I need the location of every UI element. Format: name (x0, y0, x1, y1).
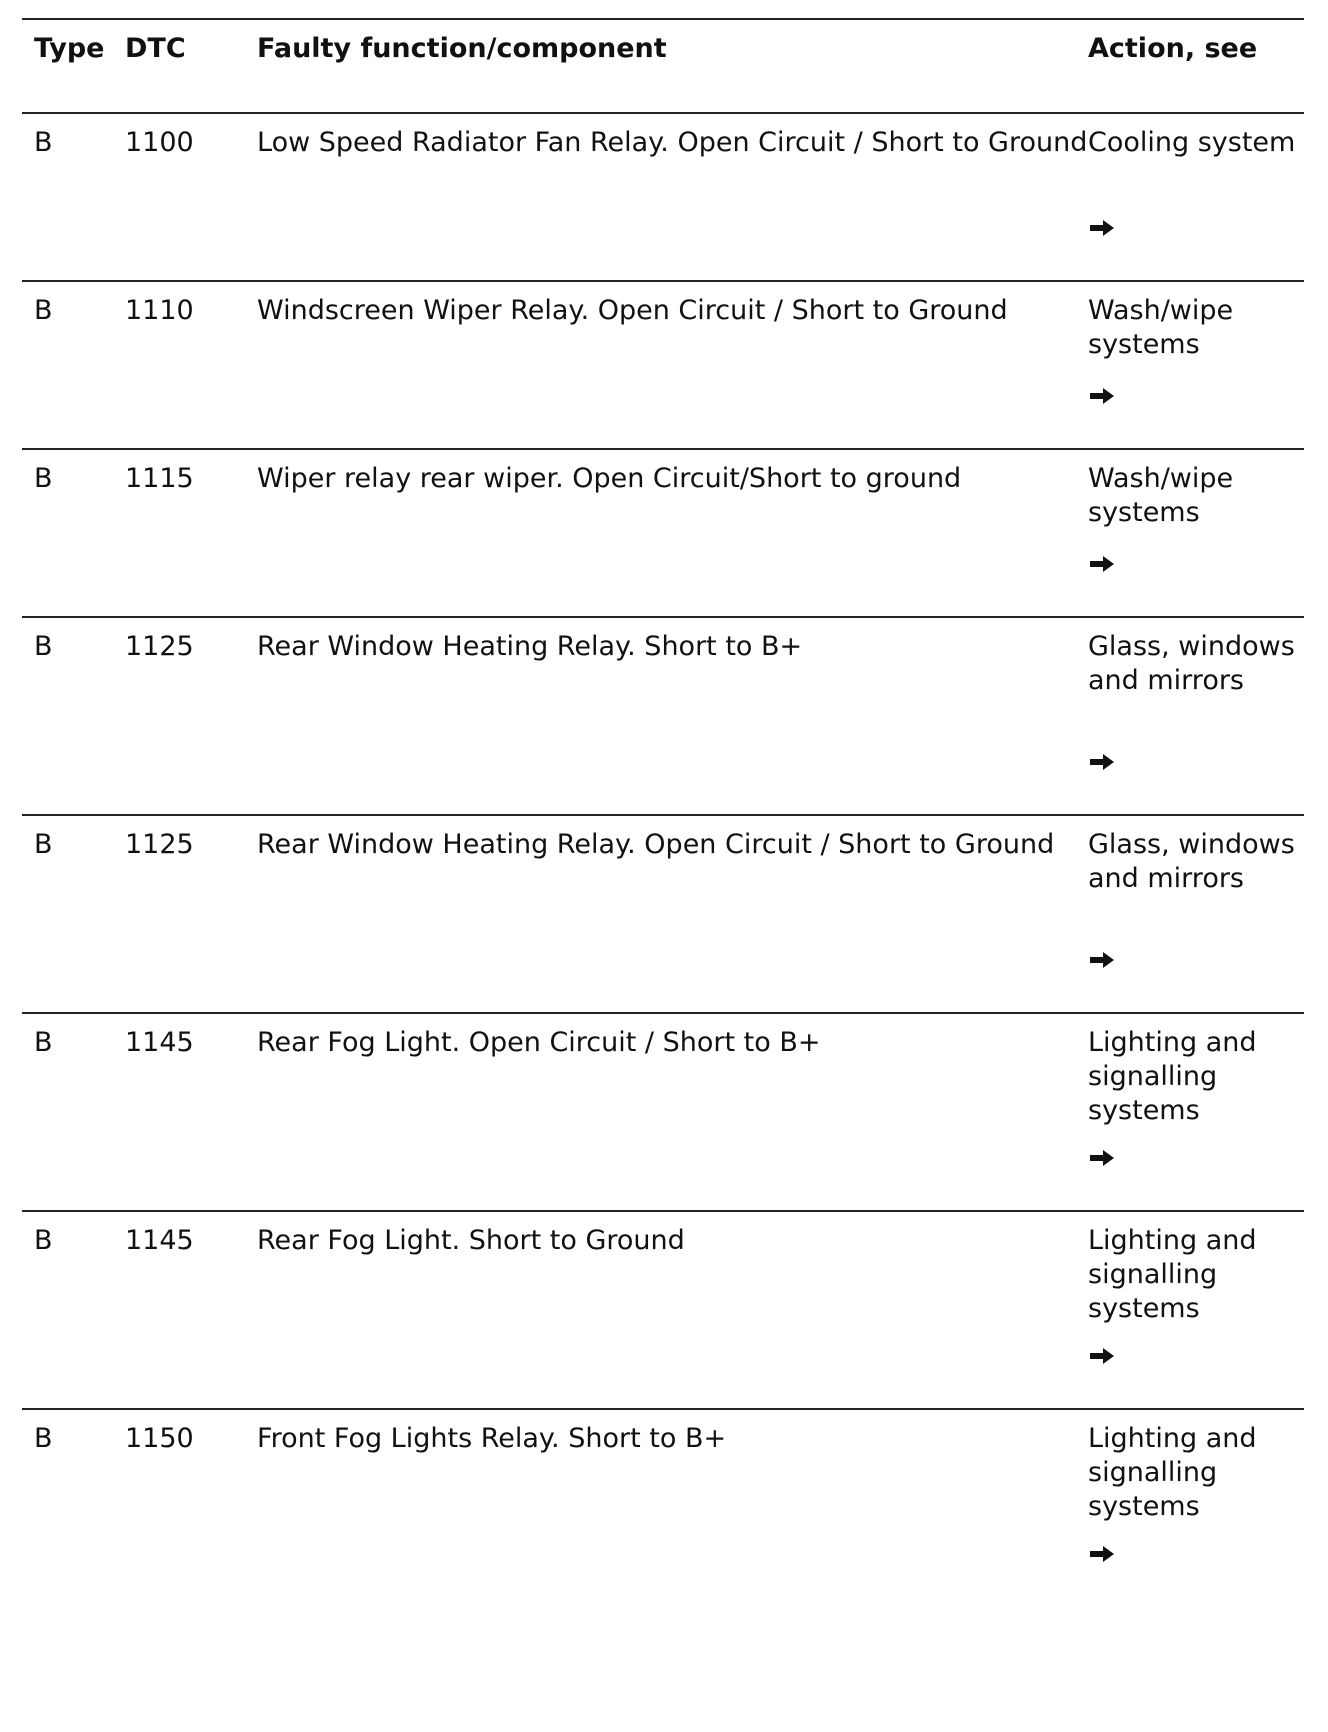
cell-action: Lighting and signalling systems (1088, 1225, 1257, 1324)
table-row (22, 616, 1304, 814)
header-action: Action, see (1088, 33, 1258, 64)
cell-dtc: 1100 (125, 127, 194, 158)
right-arrow-icon[interactable] (1088, 554, 1116, 574)
cell-fault: Low Speed Radiator Fan Relay. Open Circuit / Short to Ground (257, 127, 1088, 158)
header-type: Type (34, 33, 105, 64)
cell-type: B (34, 1027, 53, 1058)
right-arrow-icon[interactable] (1088, 752, 1116, 772)
right-arrow-icon[interactable] (1088, 950, 1116, 970)
table-row (22, 814, 1304, 1012)
table-row (22, 1210, 1304, 1408)
right-arrow-icon[interactable] (1088, 1148, 1116, 1168)
cell-type: B (34, 829, 53, 860)
dtc-table (22, 18, 1304, 1580)
cell-fault: Rear Window Heating Relay. Short to B+ (257, 631, 803, 662)
right-arrow-icon[interactable] (1088, 1346, 1116, 1366)
header-dtc: DTC (125, 33, 186, 64)
cell-dtc: 1145 (125, 1225, 194, 1256)
cell-action: Cooling system (1088, 127, 1296, 158)
cell-fault: Rear Window Heating Relay. Open Circuit / Short to Ground (257, 829, 1055, 860)
table-row (22, 448, 1304, 616)
cell-action: Lighting and signalling systems (1088, 1423, 1257, 1522)
cell-dtc: 1145 (125, 1027, 194, 1058)
cell-type: B (34, 295, 53, 326)
table-row (22, 280, 1304, 448)
cell-action: Glass, windows and mirrors (1088, 829, 1295, 894)
header-fault: Faulty function/component (257, 33, 667, 64)
cell-action: Wash/wipe systems (1088, 295, 1234, 360)
cell-type: B (34, 631, 53, 662)
cell-type: B (34, 463, 53, 494)
cell-fault: Rear Fog Light. Open Circuit / Short to B+ (257, 1027, 821, 1058)
right-arrow-icon[interactable] (1088, 386, 1116, 406)
cell-fault: Wiper relay rear wiper. Open Circuit/Short to ground (257, 463, 962, 494)
cell-dtc: 1125 (125, 829, 194, 860)
cell-dtc: 1115 (125, 463, 194, 494)
cell-fault: Front Fog Lights Relay. Short to B+ (257, 1423, 727, 1454)
cell-dtc: 1110 (125, 295, 194, 326)
cell-dtc: 1125 (125, 631, 194, 662)
cell-action: Lighting and signalling systems (1088, 1027, 1257, 1126)
cell-type: B (34, 1423, 53, 1454)
cell-action: Wash/wipe systems (1088, 463, 1234, 528)
cell-action: Glass, windows and mirrors (1088, 631, 1295, 696)
right-arrow-icon[interactable] (1088, 218, 1116, 238)
cell-type: B (34, 127, 53, 158)
table-row (22, 1408, 1304, 1580)
cell-fault: Windscreen Wiper Relay. Open Circuit / Short to Ground (257, 295, 1008, 326)
table-row (22, 1012, 1304, 1210)
cell-type: B (34, 1225, 53, 1256)
cell-dtc: 1150 (125, 1423, 194, 1454)
cell-fault: Rear Fog Light. Short to Ground (257, 1225, 685, 1256)
table-header-row (22, 18, 1304, 112)
right-arrow-icon[interactable] (1088, 1544, 1116, 1564)
table-row (22, 112, 1304, 280)
